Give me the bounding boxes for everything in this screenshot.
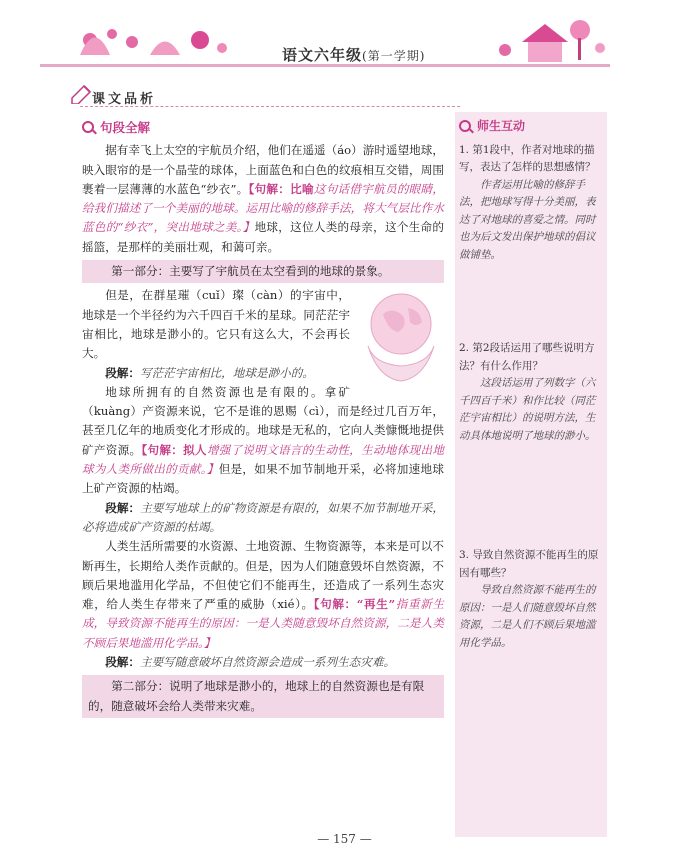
header-title: 语文六年级	[282, 46, 363, 64]
section-divider	[80, 106, 460, 107]
answer-2: 这段话运用了列数字（六千四百千米）和作比较（同茫茫宇宙相比）的说明方法，生动具体地说明了地球的渺小。	[459, 377, 596, 442]
answer-1: 作者运用比喻的修辞手法，把地球写得十分美丽，表达了对地球的喜爱之情。同时也为后文发出保护地球的倡议做铺垫。	[459, 178, 596, 261]
paragraph-2-summary-label: 段解：	[105, 365, 140, 380]
paragraph-3-summary-label: 段解：	[105, 500, 141, 515]
main-subhead	[82, 118, 444, 137]
paragraph-1-text-b: 地球，这位人类的母亲，这个生命的摇篮，是那样的美丽壮观，和蔼可亲。	[82, 220, 444, 254]
paragraph-3-note-body: 增强了说明文语言的生动性，生动地体现出地球为人类所做出的贡献。】	[82, 442, 444, 477]
magnifier-icon	[459, 120, 473, 134]
paragraph-4-note-label: 【句解：“再生”	[313, 597, 396, 612]
paragraph-3-text-a: 地球所拥有的自然资源也是有限的。拿矿（kuàng）产资源来说，它不是谁的恩赐（cì），而是经过几百万年，甚至几亿年的地质变化才形成的。地球是无私的，它向人类慷慨地提供矿产资源。	[82, 384, 444, 457]
paragraph-1-text-a: 据有幸飞上太空的宇航员介绍，他们在遥遥（áo）游时遥望地球，映入眼帘的是一个晶莹的球体，上面蓝色和白色的纹痕相互交错，周围裹着一层薄薄的水蓝色“纱衣”。	[82, 143, 444, 196]
sidebar-title-label: 师生互动	[477, 119, 526, 133]
magnifier-icon	[82, 121, 96, 135]
header-subtitle: (第一学期)	[362, 49, 426, 63]
paragraph-1	[82, 141, 444, 257]
page-number: — 157 —	[317, 832, 372, 846]
answer-3: 导致自然资源不能再生的原因：一是人们随意毁坏自然资源，二是人们不顾后果地滥用化学品。	[459, 584, 596, 649]
question-2: 2. 第2段话运用了哪些说明方法？有什么作用？	[459, 342, 595, 372]
paragraph-1-note-body: 这句话借宇航员的眼睛，给我们描述了一个美丽的地球。运用比喻的修辞手法，将大气层比作水蓝色的“纱衣”，突出地球之美。】	[82, 181, 444, 235]
paragraph-3-summary-text: 主要写地球上的矿物资源是有限的，如果不加节制地开采，必将造成矿产资源的枯竭。	[82, 500, 444, 534]
header-bar	[40, 64, 610, 67]
paragraph-2-summary-text: 写茫茫宇宙相比，地球是渺小的。	[139, 365, 314, 380]
paragraph-4-summary-label: 段解：	[105, 655, 140, 670]
page-header	[0, 0, 689, 70]
main-subhead-label: 句段全解	[100, 120, 151, 135]
paragraph-3-summary	[82, 499, 444, 538]
globe-in-hands-image	[358, 286, 444, 386]
paragraph-2: 但是，在群星璀（cuǐ）璨（càn）的宇宙中，地球是一个半径约为六千四百千米的星球。同茫茫宇宙相比，地球是渺小的。它只有这么大，不会再长大。	[82, 288, 350, 361]
question-3: 3. 导致自然资源不能再生的原因有哪些？	[459, 549, 599, 579]
paragraph-4-text-a: 人类生活所需要的水资源、土地资源、生物资源等，本来是可以不断再生，长期给人类作贡献的。但是，因为人们随意毁坏自然资源，不顾后果地滥用化学品，不但使它们不能再生，还造成了一系列生态灾难，给人类生存带来了严重的威胁（xié）。	[82, 539, 444, 612]
paragraph-4-summary	[82, 653, 444, 672]
paragraph-3-note-label: 【句解：拟人	[141, 442, 207, 457]
paragraph-4	[82, 537, 444, 653]
section-title: 课文品析	[92, 92, 157, 107]
sidebar-title	[459, 118, 604, 136]
summary-box-2: 第二部分：说明了地球是渺小的，地球上的自然资源也是有限的，随意破坏会给人类带来灾难。	[82, 675, 444, 718]
paragraph-3-text-b: 但是，如果不加节制地开采，必将加速地球上矿产资源的枯竭。	[82, 462, 444, 496]
paragraph-4-note-body: 指重新生成，导致资源不能再生的原因：一是人类随意毁坏自然资源，二是人类不顾后果地滥用化学品。】	[82, 597, 444, 650]
pencil-icon	[70, 84, 92, 104]
paragraph-1-note-label: 【句解：比喻	[248, 181, 314, 196]
summary-box-1: 第一部分：主要写了宇航员在太空看到的地球的景象。	[82, 260, 444, 283]
paragraph-4-summary-text: 主要写随意破坏自然资源会造成一系列生态灾难。	[139, 655, 396, 670]
question-1: 1. 第1段中，作者对地球的描写，表达了怎样的思想感情？	[459, 143, 596, 173]
sidebar	[459, 118, 604, 652]
paragraph-3	[82, 383, 444, 499]
main-column	[82, 118, 444, 721]
